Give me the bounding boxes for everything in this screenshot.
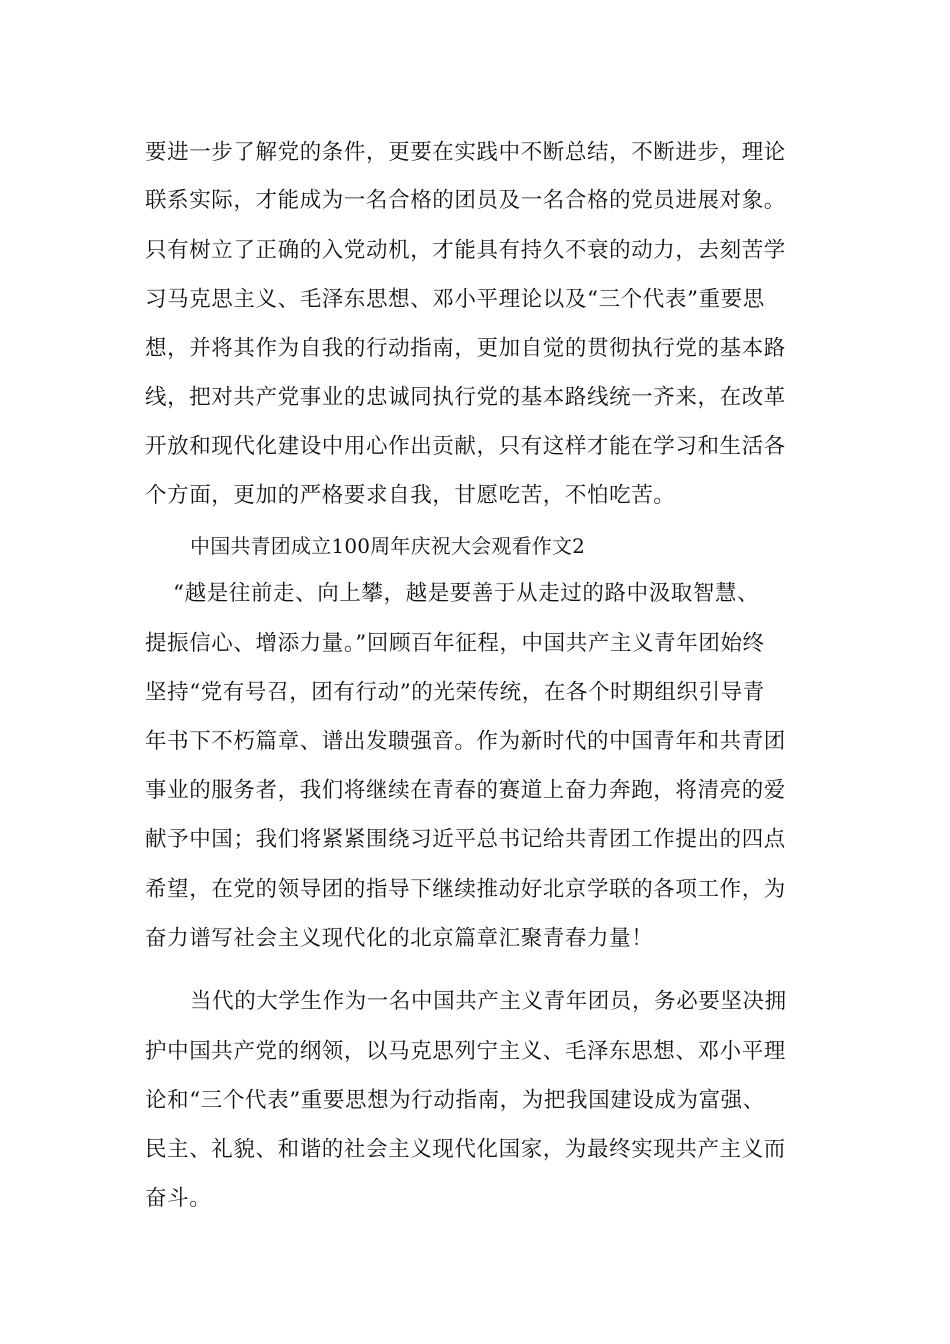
- text-line: 当代的大学生作为一名中国共产主义青年团员，务必要坚决拥: [190, 989, 787, 1014]
- text-line: 要进一步了解党的条件，更要在实践中不断总结，不断进步，理论: [145, 140, 786, 165]
- text-line: 只有树立了正确的入党动机，才能具有持久不衰的动力，去刻苦学: [145, 238, 786, 263]
- text-line: 提振信心、增添力量。”回顾百年征程，中国共产主义青年团始终: [145, 631, 765, 656]
- text-line: 民主、礼貌、和谐的社会主义现代化国家，为最终实现共产主义而: [145, 1137, 786, 1162]
- text-line: 线，把对共产党事业的忠诚同执行党的基本路线统一齐来，在改革: [145, 385, 786, 410]
- text-line: 年书下不朽篇章、谱出发聩强音。作为新时代的中国青年和共青团: [145, 729, 786, 754]
- text-line: 习马克思主义、毛泽东思想、邓小平理论以及“三个代表”重要思: [145, 287, 765, 312]
- text-line: 献予中国；我们将紧紧围绕习近平总书记给共青团工作提出的四点: [145, 827, 786, 852]
- text-line: 希望，在党的领导团的指导下继续推动好北京学联的各项工作，为: [145, 877, 786, 902]
- text-line: 坚持“党有号召，团有行动”的光荣传统，在各个时期组织引导青: [145, 680, 765, 705]
- text-line: 联系实际，才能成为一名合格的团员及一名合格的党员进展对象。: [145, 188, 786, 213]
- text-line: 论和“三个代表”重要思想为行动指南，为把我国建设成为富强、: [145, 1088, 765, 1113]
- text-line: 事业的服务者，我们将继续在青春的赛道上奋力奔跑，将清亮的爱: [145, 778, 786, 803]
- text-line: 护中国共产党的纲领，以马克思列宁主义、毛泽东思想、邓小平理: [145, 1039, 786, 1064]
- text-line: “越是往前走、向上攀，越是要善于从走过的路中汲取智慧、: [173, 581, 760, 606]
- text-line: 想，并将其作为自我的行动指南，更加自觉的贯彻执行党的基本路: [145, 336, 786, 361]
- section-heading: 中国共青团成立100周年庆祝大会观看作文2: [190, 534, 586, 558]
- text-line: 个方面，更加的严格要求自我，甘愿吃苦，不怕吃苦。: [145, 483, 676, 508]
- text-line: 开放和现代化建设中用心作出贡献，只有这样才能在学习和生活各: [145, 434, 786, 459]
- text-line: 奋力谱写社会主义现代化的北京篇章汇聚青春力量！: [145, 926, 654, 951]
- text-line: 奋斗。: [145, 1186, 212, 1211]
